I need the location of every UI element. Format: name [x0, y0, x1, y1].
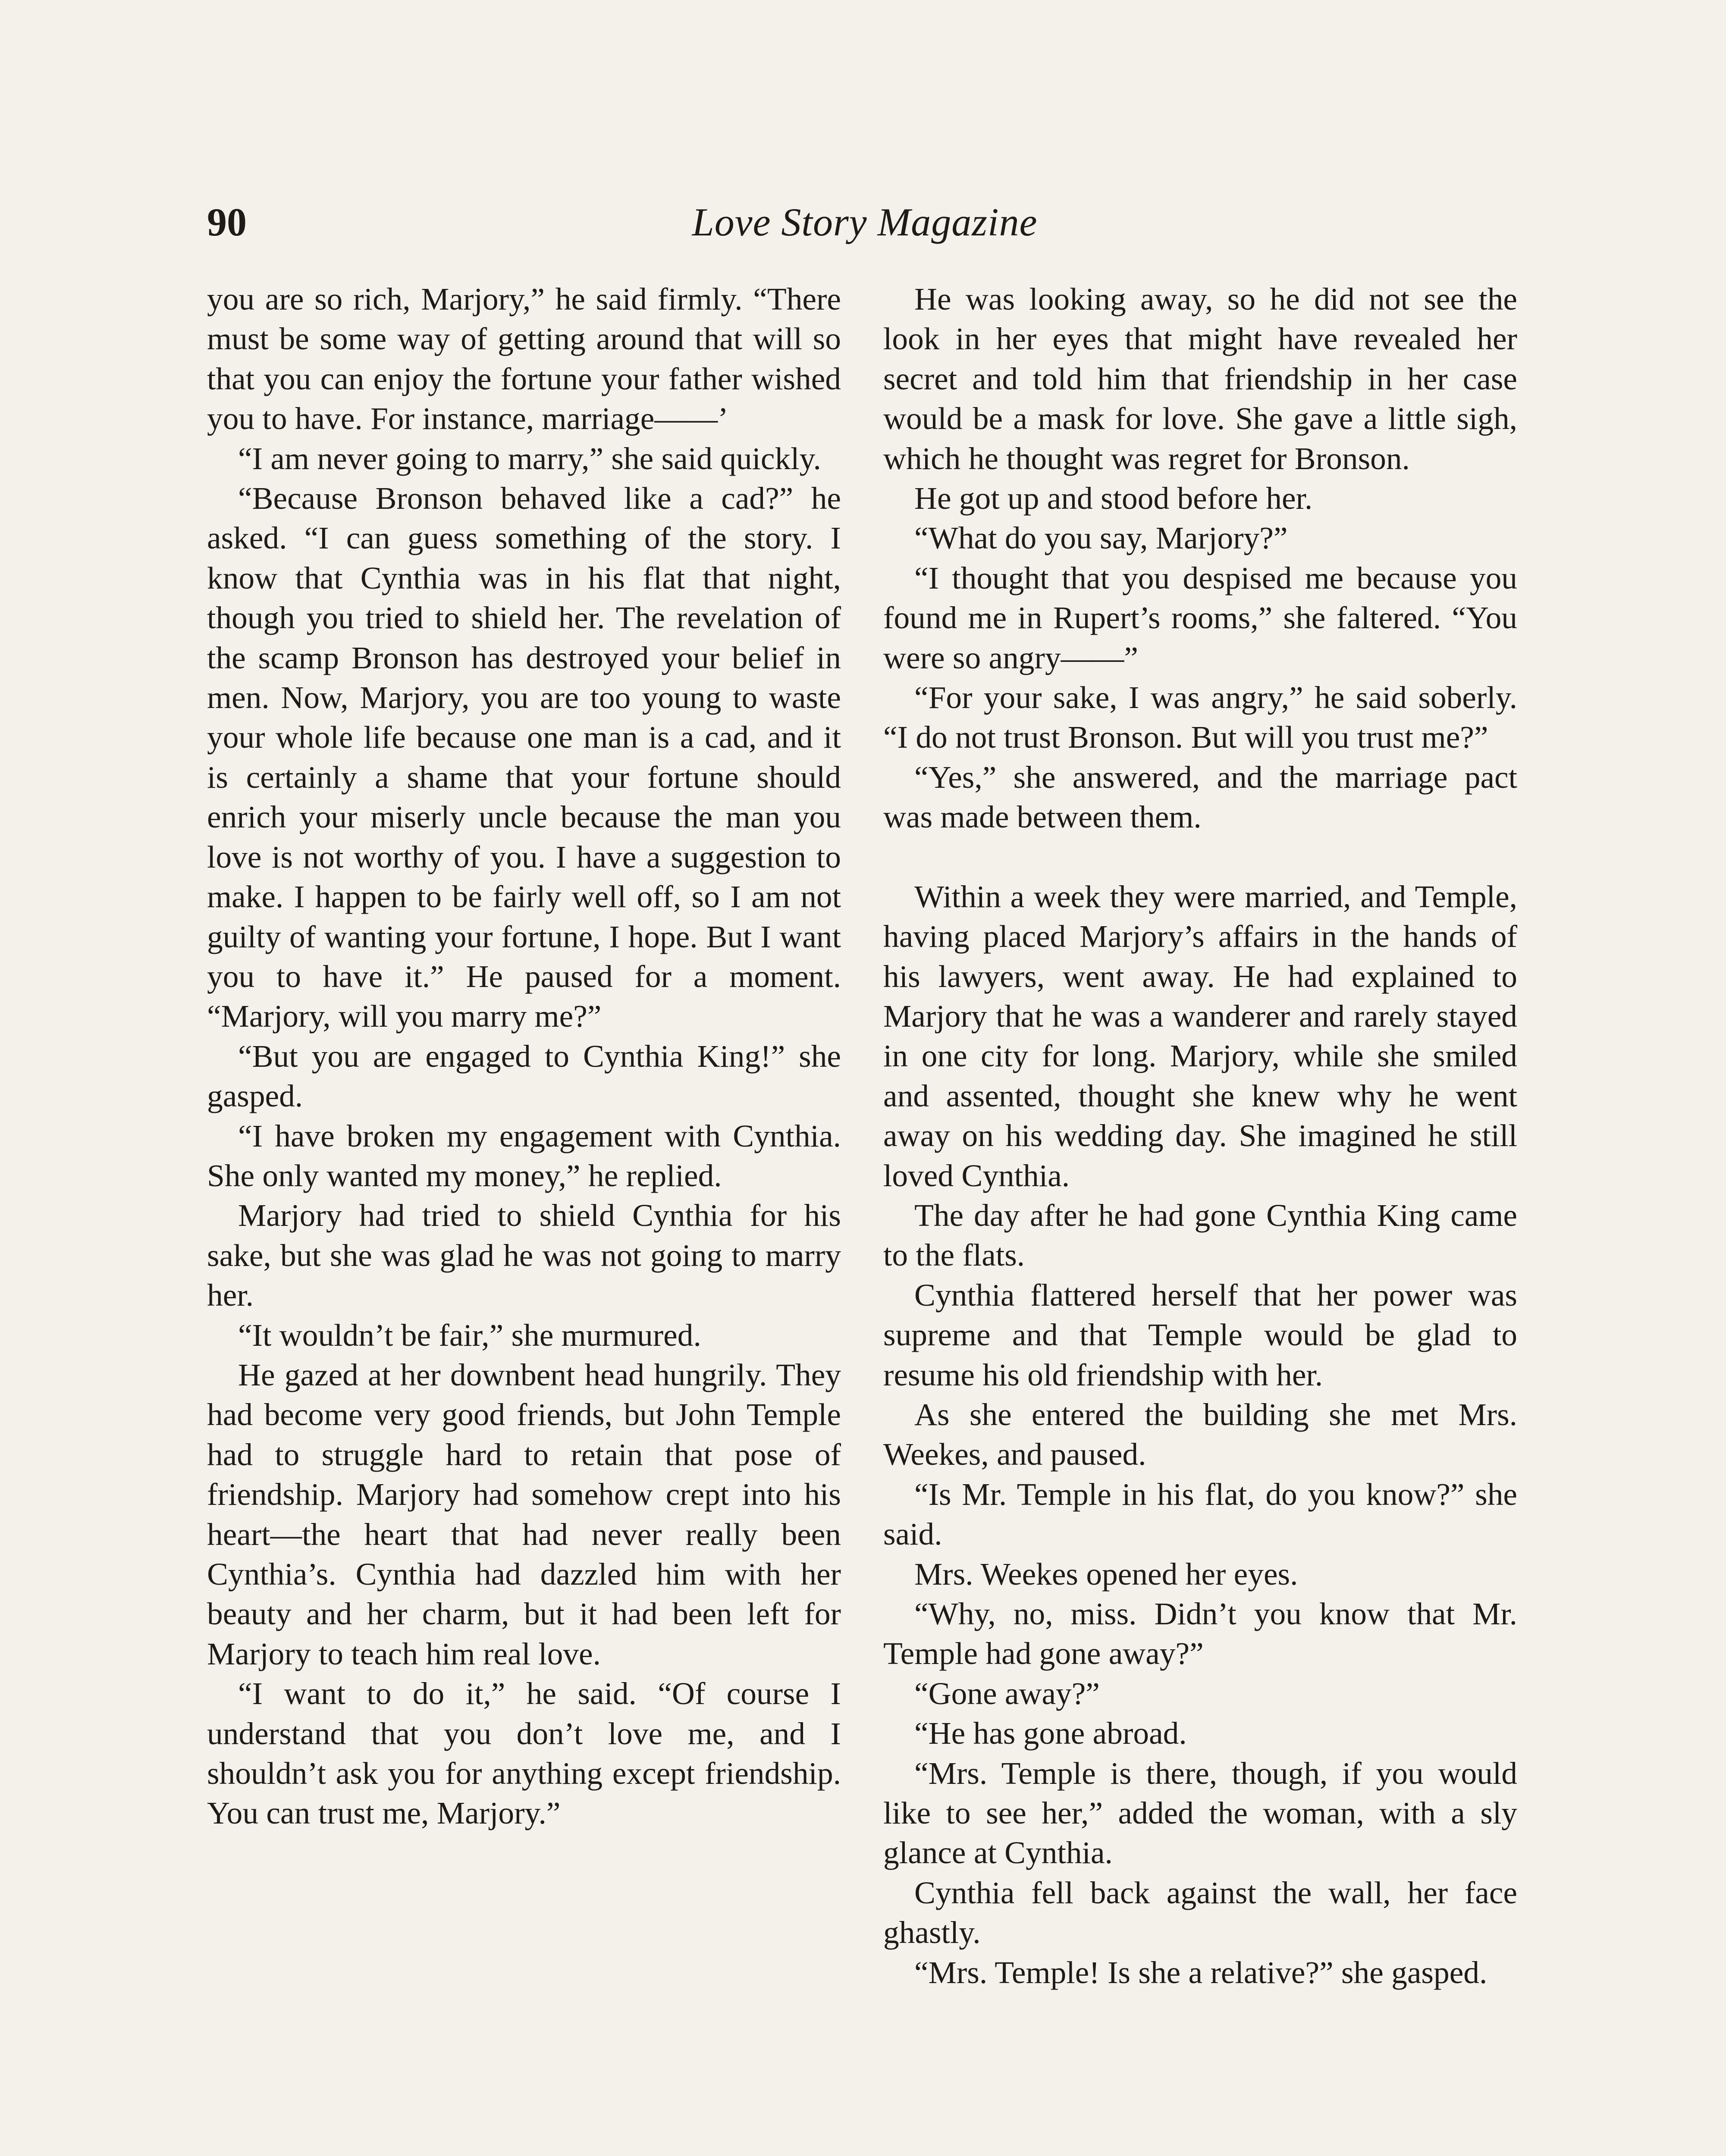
right-column [883, 279, 1517, 1993]
paragraph: Cynthia fell back against the wall, her face ghastly. [883, 1875, 1517, 1950]
paragraph: you are so rich, Marjory,” he said firmly. “There must be some way of getting around that will so that you can enjoy the fortune your father wished you to have. For instance, marriage——’ [207, 282, 841, 436]
paragraph: The day after he had gone Cynthia King came to the flats. [883, 1197, 1517, 1273]
paragraph: He got up and stood before her. [914, 481, 1313, 516]
paragraph: “But you are engaged to Cynthia King!” she gasped. [207, 1038, 841, 1114]
page-header [207, 190, 1522, 254]
paragraph: “I thought that you despised me because you found me in Rupert’s rooms,” she faltered. “You were so angry——” [883, 560, 1517, 675]
paragraph: Marjory had tried to shield Cynthia for his sake, but she was glad he was not going to marry her. [207, 1198, 841, 1313]
left-column [207, 279, 841, 1833]
paragraph: “What do you say, Marjory?” [914, 520, 1288, 556]
paragraph: “Gone away?” [914, 1676, 1100, 1711]
paragraph: “I have broken my engagement with Cynthia. She only wanted my money,” he replied. [207, 1118, 841, 1193]
paragraph: “Mrs. Temple is there, though, if you would like to see her,” added the woman, with a sly glance at Cynthia. [883, 1755, 1517, 1871]
paragraph: He gazed at her downbent head hungrily. They had become very good friends, but John Temple had to struggle hard to retain that pose of friendship. Marjory had somehow crept into his heart—the heart that had never really been Cynthia’s. Cynthia had dazzled him with her beauty and her charm, but it had been left for Marjory to teach him real love. [207, 1357, 841, 1671]
paragraph: He was looking away, so he did not see the look in her eyes that might have revealed her secret and told him that friendship in her case would be a mask for love. She gave a little sigh, which he thought was regret for Bronson. [883, 282, 1517, 476]
paragraph: “I am never going to marry,” she said quickly. [238, 441, 821, 476]
running-title: Love Story Magazine [692, 200, 1038, 244]
paragraph: “Why, no, miss. Didn’t you know that Mr. Temple had gone away?” [883, 1596, 1517, 1671]
paragraph: As she entered the building she met Mrs. Weekes, and paused. [883, 1397, 1517, 1472]
paragraph: “Is Mr. Temple in his flat, do you know?” she said. [883, 1476, 1517, 1552]
paragraph: “It wouldn’t be fair,” she murmured. [238, 1317, 701, 1353]
paragraph: “He has gone abroad. [914, 1716, 1187, 1751]
paragraph: “Yes,” she answered, and the marriage pact was made between them. [883, 759, 1517, 835]
paragraph: Mrs. Weekes opened her eyes. [914, 1556, 1298, 1592]
paragraph: Within a week they were married, and Temple, having placed Marjory’s affairs in the hands of his lawyers, went away. He had explained to Marjory that he was a wanderer and rarely stayed in one city for long. Marjory, while she smiled and assented, thought she knew why he went away on his wedding day. She imagined he still loved Cynthia. [883, 879, 1517, 1193]
page-number: 90 [207, 200, 247, 244]
paragraph: “I want to do it,” he said. “Of course I understand that you don’t love me, and I shouldn’t ask you for anything except friendship. You can trust me, Marjory.” [207, 1676, 841, 1831]
paragraph: “Mrs. Temple! Is she a relative?” she gasped. [914, 1955, 1487, 1990]
paragraph: Cynthia flattered herself that her power was supreme and that Temple would be glad to resume his old friendship with her. [883, 1277, 1517, 1392]
paragraph: “Because Bronson behaved like a cad?” he asked. “I can guess something of the story. I know that Cynthia was in his flat that night, though you tried to shield her. The revelation of the scamp Bronson has destroyed your belief in men. Now, Marjory, you are too young to waste your whole life because one man is a cad, and it is certainly a shame that your fortune should enrich your miserly uncle because the man you love is not worthy of you. I have a suggestion to make. I happen to be fairly well off, so I am not guilty of wanting your fortune, I hope. But I want you to have it.” He paused for a moment. “Marjory, will you marry me?” [207, 481, 841, 1034]
paragraph: “For your sake, I was angry,” he said soberly. “I do not trust Bronson. But will you trust me?” [883, 680, 1517, 755]
